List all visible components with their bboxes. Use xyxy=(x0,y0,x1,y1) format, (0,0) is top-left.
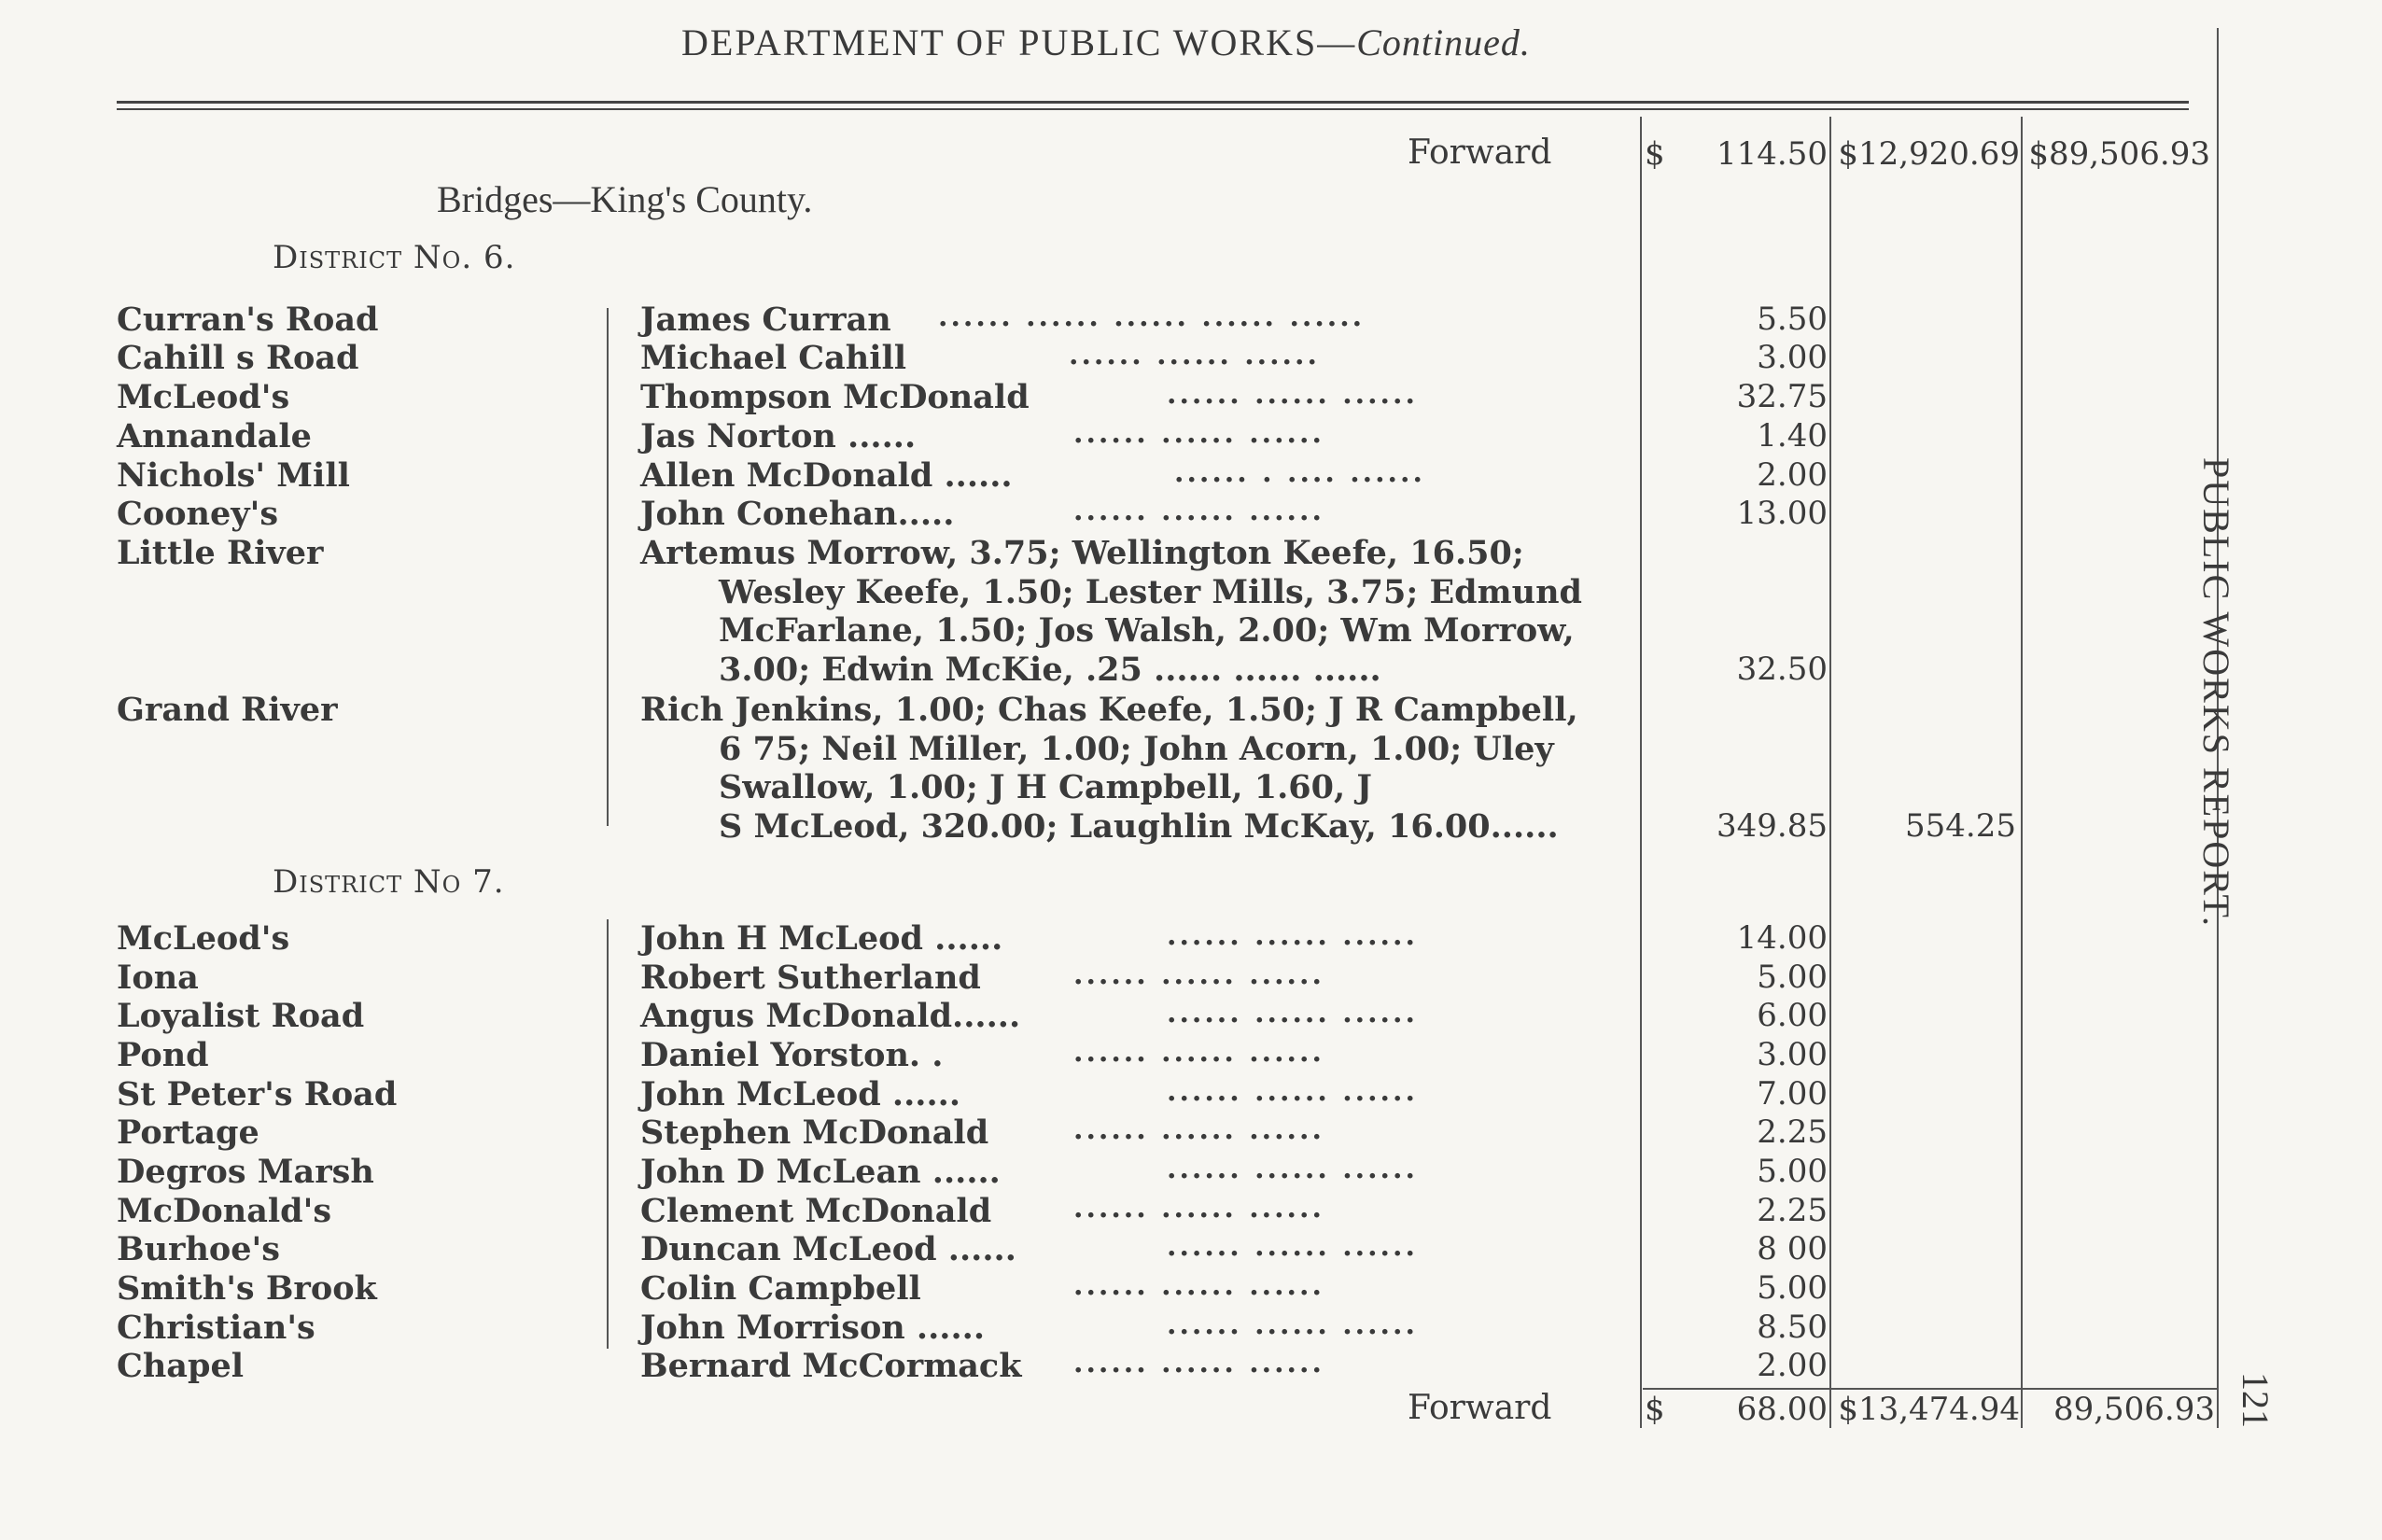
place-name: St Peter's Road xyxy=(117,1075,398,1113)
amount: 7.00 xyxy=(1757,1075,1828,1113)
leader-dots: ...... ...... ...... xyxy=(1167,919,1418,952)
place-name: McLeod's xyxy=(117,378,290,416)
payee-name: Colin Campbell xyxy=(640,1269,921,1308)
page-header xyxy=(681,21,1531,64)
place-name: Annandale xyxy=(117,417,312,455)
forward-bottom-col3: 89,506.93 xyxy=(2053,1391,2215,1428)
payee-name: John Conehan..... xyxy=(640,495,955,533)
amount: 6.00 xyxy=(1757,997,1828,1034)
leader-dots: ...... ...... ...... xyxy=(1167,997,1418,1029)
leader-dots: ...... ...... ...... xyxy=(1073,1192,1324,1225)
district-6-subtotal: 554.25 xyxy=(1905,807,2016,845)
place-name: Chapel xyxy=(117,1347,245,1385)
forward-top-col3: $89,506.93 xyxy=(2028,135,2210,173)
leader-dots: ...... ...... ...... xyxy=(1167,1153,1418,1185)
payee-name: Duncan McLeod ...... xyxy=(640,1230,1016,1268)
leader-dots: ...... ...... ...... xyxy=(1073,959,1324,991)
payee-name: Clement McDonald xyxy=(640,1192,992,1230)
name-column-line-2 xyxy=(607,919,609,1349)
payee-name: Michael Cahill xyxy=(640,339,907,377)
payee-line: Rich Jenkins, 1.00; Chas Keefe, 1.50; J R Campbell, xyxy=(640,691,1578,729)
place-name: Portage xyxy=(117,1113,259,1152)
forward-bottom-col1: 68.00 xyxy=(1736,1391,1828,1428)
forward-bottom-dollar: $ xyxy=(1645,1391,1665,1428)
leader-dots: ...... . .... ...... xyxy=(1174,456,1425,489)
district-7-heading: District No 7. xyxy=(273,863,505,901)
place-name: Iona xyxy=(117,959,199,997)
district-6-heading: District No. 6. xyxy=(273,239,516,276)
payee-name: Angus McDonald...... xyxy=(640,997,1021,1035)
payee-line: Artemus Morrow, 3.75; Wellington Keefe, 16.50; xyxy=(640,534,1524,572)
payee-name: John D McLean ...... xyxy=(640,1153,1001,1191)
total-rule xyxy=(1643,1388,2217,1390)
payee-name: John Morrison ...... xyxy=(640,1309,986,1347)
amount: 32.50 xyxy=(1736,651,1828,688)
column-line-dollar xyxy=(1640,117,1642,1428)
forward-label-top: Forward xyxy=(1408,133,1552,172)
payee-line: Wesley Keefe, 1.50; Lester Mills, 3.75; Edmund xyxy=(719,572,1582,611)
name-column-line-1 xyxy=(607,308,609,826)
place-name: Degros Marsh xyxy=(117,1153,374,1191)
payee-name: John McLeod ...... xyxy=(640,1075,961,1113)
place-name: Pond xyxy=(117,1036,209,1074)
amount: 1.40 xyxy=(1757,417,1828,455)
forward-top-col1: 114.50 xyxy=(1716,135,1828,173)
place-name: Curran's Road xyxy=(117,301,379,339)
payee-list xyxy=(640,534,1630,689)
place-name: Cooney's xyxy=(117,495,279,533)
payee-name: Allen McDonald ...... xyxy=(640,456,1013,495)
page-number: 121 xyxy=(2235,1372,2277,1428)
column-line-col1 xyxy=(1829,117,1831,1428)
place-name: Cahill s Road xyxy=(117,339,359,377)
payee-line: Swallow, 1.00; J H Campbell, 1.60, J xyxy=(719,768,1372,806)
place-name: Little River xyxy=(117,534,324,572)
place-name: McDonald's xyxy=(117,1192,332,1230)
payee-line: 6 75; Neil Miller, 1.00; John Acorn, 1.00; Uley xyxy=(719,729,1554,768)
amount: 5.00 xyxy=(1757,1269,1828,1307)
amount: 13.00 xyxy=(1736,495,1828,532)
amount: 5.50 xyxy=(1757,301,1828,338)
amount: 14.00 xyxy=(1736,919,1828,957)
leader-dots: ...... ...... ...... xyxy=(1167,1309,1418,1341)
payee-name: Robert Sutherland xyxy=(640,959,981,997)
forward-label-bottom: Forward xyxy=(1408,1389,1552,1427)
amount: 8 00 xyxy=(1757,1230,1828,1267)
place-name: Christian's xyxy=(117,1309,315,1347)
amount: 2.25 xyxy=(1757,1113,1828,1151)
amount: 3.00 xyxy=(1757,339,1828,376)
leader-dots: ...... ...... ...... xyxy=(1167,1075,1418,1108)
amount: 2.25 xyxy=(1757,1192,1828,1229)
forward-top-dollar: $ xyxy=(1645,135,1665,173)
payee-name: James Curran xyxy=(640,301,891,339)
amount: 3.00 xyxy=(1757,1036,1828,1073)
payee-line: 3.00; Edwin McKie, .25 ...... ...... ...... xyxy=(719,650,1381,689)
header-title: DEPARTMENT OF PUBLIC WORKS— xyxy=(681,21,1357,63)
amount: 2.00 xyxy=(1757,1347,1828,1384)
leader-dots: ...... ...... ...... xyxy=(1073,417,1324,450)
payee-line: McFarlane, 1.50; Jos Walsh, 2.00; Wm Morrow, xyxy=(719,611,1575,650)
leader-dots: ...... ...... ...... xyxy=(1073,1347,1324,1379)
place-name: McLeod's xyxy=(117,919,290,958)
header-continued: Continued. xyxy=(1356,21,1531,63)
forward-top-col2: $12,920.69 xyxy=(1838,135,2020,173)
amount: 349.85 xyxy=(1716,807,1828,845)
leader-dots: ...... ...... ...... xyxy=(1167,1230,1418,1263)
payee-list xyxy=(640,691,1630,846)
column-line-col2 xyxy=(2021,117,2023,1428)
payee-name: John H McLeod ...... xyxy=(640,919,1003,958)
leader-dots: ...... ...... ...... xyxy=(1073,495,1324,527)
place-name: Loyalist Road xyxy=(117,997,365,1035)
payee-name: Jas Norton ...... xyxy=(640,417,917,455)
section-title: Bridges—King's County. xyxy=(437,178,813,220)
amount: 5.00 xyxy=(1757,959,1828,996)
payee-name: Bernard McCormack xyxy=(640,1347,1022,1385)
payee-name: Thompson McDonald xyxy=(640,378,1030,416)
payee-line: S McLeod, 320.00; Laughlin McKay, 16.00...... xyxy=(719,806,1559,846)
leader-dots: ...... ...... ...... xyxy=(1073,1113,1324,1146)
header-rule-top xyxy=(117,101,2189,104)
amount: 32.75 xyxy=(1736,378,1828,415)
amount: 5.00 xyxy=(1757,1153,1828,1190)
header-rule-bottom xyxy=(117,108,2189,110)
leader-dots: ...... ...... ...... xyxy=(1073,1269,1324,1302)
leader-dots: ...... ...... ...... xyxy=(1069,339,1320,371)
payee-name: Stephen McDonald xyxy=(640,1113,989,1152)
leader-dots: ...... ...... ...... xyxy=(1073,1036,1324,1069)
leader-dots: ...... ...... ...... xyxy=(1167,378,1418,411)
forward-bottom-col2: $13,474.94 xyxy=(1838,1391,2020,1428)
running-title: PUBLIC WORKS REPORT. xyxy=(2195,457,2237,928)
amount: 8.50 xyxy=(1757,1309,1828,1346)
payee-name: Daniel Yorston. . xyxy=(640,1036,944,1074)
place-name: Grand River xyxy=(117,691,338,729)
place-name: Burhoe's xyxy=(117,1230,280,1268)
leader-dots: ...... ...... ...... ...... ...... xyxy=(938,301,1366,333)
place-name: Nichols' Mill xyxy=(117,456,350,495)
amount: 2.00 xyxy=(1757,456,1828,494)
place-name: Smith's Brook xyxy=(117,1269,377,1308)
